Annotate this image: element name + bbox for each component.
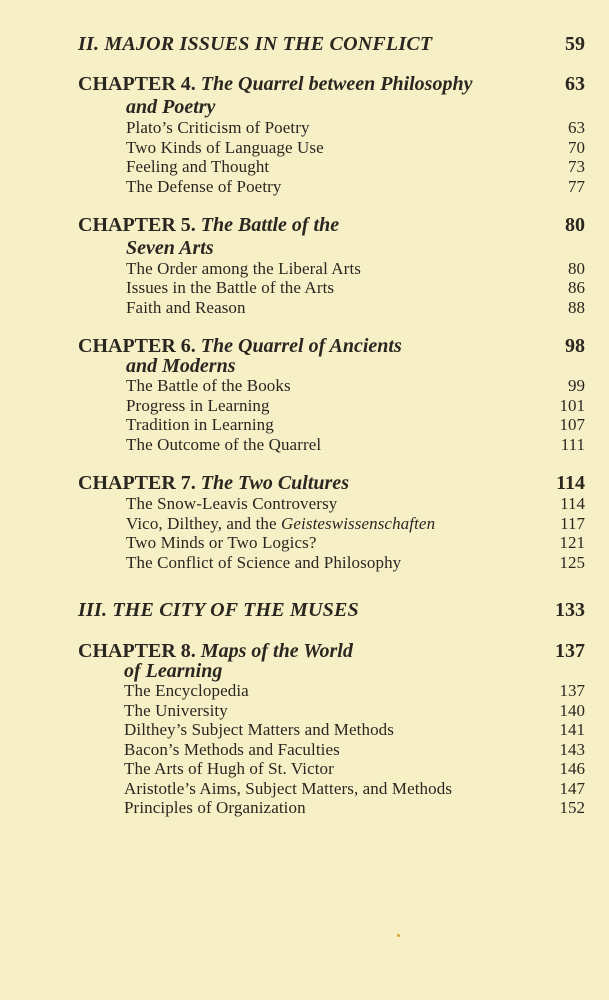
part-title: III. THE CITY OF THE MUSES (78, 599, 359, 621)
entry-page-number: 86 (568, 278, 585, 297)
chapter-name: The Quarrel of Ancients (200, 335, 402, 357)
entry-page-number: 88 (568, 298, 585, 317)
entry-title-italic: Geisteswissenschaften (281, 514, 436, 533)
entry-title: Progress in Learning (126, 396, 270, 415)
entry-title: Dilthey’s Subject Matters and Methods (124, 720, 394, 739)
entry-title: The Snow-Leavis Controversy (126, 494, 338, 513)
entry-title: Aristotle’s Aims, Subject Matters, and Methods (124, 779, 453, 798)
entry-page-number: 152 (559, 798, 585, 817)
chapter-page-number: 114 (556, 472, 585, 494)
chapter-title (78, 73, 472, 96)
chapter-name: Maps of the World (200, 640, 353, 662)
entry-title: Two Kinds of Language Use (126, 138, 324, 157)
entry-title: Feeling and Thought (126, 157, 270, 176)
part-page-number: 59 (565, 33, 585, 55)
entry-title: Tradition in Learning (126, 415, 274, 434)
chapter-page-number: 63 (565, 73, 585, 95)
entry-page-number: 140 (559, 701, 585, 720)
chapter-number: CHAPTER 4. (78, 73, 196, 95)
entry-page-number: 99 (568, 376, 585, 395)
chapter-page-number: 80 (565, 214, 585, 236)
entry-title: Principles of Organization (124, 798, 306, 817)
entry-title: The Order among the Liberal Arts (126, 259, 361, 278)
part-page-number: 133 (555, 599, 585, 621)
entry-title (126, 514, 435, 534)
entry-title: Bacon’s Methods and Faculties (124, 740, 340, 759)
entry-page-number: 107 (559, 415, 585, 434)
entry-title-plain: Vico, Dilthey, and the (126, 514, 282, 533)
entry-title: The Outcome of the Quarrel (126, 435, 322, 454)
entry-title: The Conflict of Science and Philosophy (126, 553, 402, 572)
chapter-name: The Quarrel between Philosophy (200, 73, 473, 95)
entry-title: Faith and Reason (126, 298, 246, 317)
entry-page-number: 143 (559, 740, 585, 759)
entry-title: The Arts of Hugh of St. Victor (124, 759, 334, 778)
entry-title: The Encyclopedia (124, 681, 249, 700)
entry-page-number: 77 (568, 177, 585, 196)
entry-page-number: 147 (559, 779, 585, 798)
chapter-number: CHAPTER 6. (78, 335, 196, 357)
chapter-page-number: 98 (565, 335, 585, 357)
entry-page-number: 117 (560, 514, 585, 533)
chapter-number: CHAPTER 5. (78, 214, 196, 236)
entry-title: The University (124, 701, 228, 720)
entry-page-number: 141 (559, 720, 585, 739)
entry-page-number: 80 (568, 259, 585, 278)
entry-page-number: 101 (559, 396, 585, 415)
entry-page-number: 111 (560, 435, 585, 454)
chapter-name-cont: and Moderns (126, 355, 236, 377)
paper-speck (397, 934, 400, 937)
chapter-name: The Two Cultures (200, 472, 349, 494)
entry-page-number: 137 (559, 681, 585, 700)
entry-title: Two Minds or Two Logics? (126, 533, 317, 552)
chapter-page-number: 137 (555, 640, 585, 662)
chapter-number: CHAPTER 7. (78, 472, 196, 494)
entry-page-number: 125 (559, 553, 585, 572)
entry-page-number: 70 (568, 138, 585, 157)
chapter-title (78, 214, 339, 237)
entry-page-number: 146 (559, 759, 585, 778)
entry-title: The Defense of Poetry (126, 177, 282, 196)
entry-page-number: 114 (560, 494, 585, 513)
entry-title: Plato’s Criticism of Poetry (126, 118, 310, 137)
chapter-name-cont: Seven Arts (126, 237, 214, 259)
part-title: II. MAJOR ISSUES IN THE CONFLICT (78, 33, 433, 55)
entry-page-number: 73 (568, 157, 585, 176)
chapter-name-cont: and Poetry (126, 96, 216, 118)
entry-title: The Battle of the Books (126, 376, 291, 395)
chapter-title (78, 472, 349, 495)
chapter-number: CHAPTER 8. (78, 640, 196, 662)
chapter-name: The Battle of the (200, 214, 340, 236)
entry-page-number: 63 (568, 118, 585, 137)
entry-page-number: 121 (559, 533, 585, 552)
entry-title: Issues in the Battle of the Arts (126, 278, 335, 297)
chapter-name-cont: of Learning (124, 660, 223, 682)
